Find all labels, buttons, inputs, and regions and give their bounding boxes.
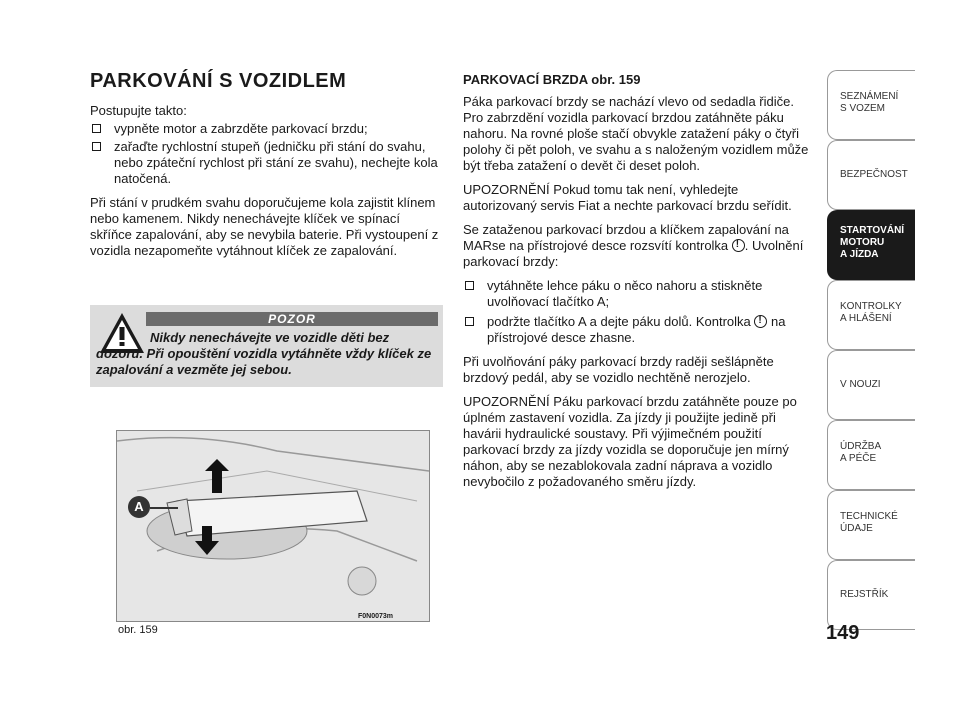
tab-udrzba[interactable]: [827, 420, 915, 490]
list-item: vypněte motor a zabrzděte parkovací brzdu;: [90, 121, 440, 137]
intro-text: Postupujte takto:: [90, 103, 187, 118]
left-column: [90, 103, 440, 267]
note-paragraph: UPOZORNĚNÍ Páku parkovací brzdu zatáhněte pouze po úplném zastavení vozidla. Za jízdy ji použijte jedině při havárii hydraulické soustavy. Při výjimečném použití parkovací brzdy za jízdy vozidla se doporučuje jen mírný náhon, aby se nezablokovala zadní náprava a vozidlo nevybočilo z požadovaného směru jízdy.: [463, 394, 797, 489]
tab-technicke-udaje[interactable]: [827, 490, 915, 560]
indicator-paragraph: [463, 222, 813, 270]
list-item-text-end: na přístrojové desce zhasne.: [487, 314, 786, 345]
handbrake-illustration: [117, 431, 429, 621]
tab-label: KONTROLKY A HLÁŠENÍ: [840, 301, 902, 324]
tab-label: ÚDRŽBA A PÉČE: [840, 441, 882, 464]
release-paragraph: Při uvolňování páky parkovací brzdy raději sešlápněte brzdový pedál, aby se vozidlo nechtěně nerozjelo.: [463, 354, 774, 385]
section-title: PARKOVÁNÍ S VOZIDLEM: [90, 70, 347, 92]
tab-kontrolky[interactable]: [827, 280, 915, 350]
tab-seznameni[interactable]: [827, 70, 915, 140]
figure-code: F0N0073m: [358, 613, 394, 620]
tab-startovani[interactable]: [827, 210, 915, 280]
list-item: vytáhněte lehce páku o něco nahoru a stiskněte uvolňovací tlačítko A;: [463, 278, 813, 310]
brake-warning-icon: [754, 315, 767, 328]
figure-caption: obr. 159: [118, 624, 158, 636]
note-paragraph: UPOZORNĚNÍ Pokud tomu tak není, vyhledejte autorizovaný servis Fiat a nechte parkovací brzdu seřídit.: [463, 182, 792, 213]
tab-rejstrik[interactable]: [827, 560, 915, 630]
tab-bezpecnost[interactable]: [827, 140, 915, 210]
tab-label: STARTOVÁNÍ MOTORU A JÍZDA: [840, 225, 905, 260]
list-item: [463, 314, 813, 346]
marker-leader-line: [150, 507, 178, 509]
tab-label: SEZNÁMENÍ S VOZEM: [840, 91, 899, 114]
right-column: [463, 72, 813, 498]
tab-label: TECHNICKÉ ÚDAJE: [840, 511, 898, 534]
tab-label: BEZPEČNOST: [840, 169, 908, 180]
tab-v-nouzi[interactable]: [827, 350, 915, 420]
indicator-text: Se zataženou parkovací brzdou a klíčkem zapalování na MARse na přístrojové desce rozsvítí kontrolka: [463, 222, 789, 253]
handbrake-figure: [116, 430, 430, 622]
button-a-marker: A: [128, 496, 150, 518]
tab-label: REJSTŘÍK: [840, 589, 889, 600]
tab-label: V NOUZI: [840, 379, 881, 390]
page-number: 149: [826, 622, 860, 644]
list-item: zařaďte rychlostní stupeň (jedničku při stání do svahu, nebo zpáteční rychlost při stání ze svahu), nechejte kola natočená.: [90, 139, 440, 187]
warning-text: Nikdy nenechávejte ve vozidle děti bez dozoru. Při opouštění vozidla vytáhněte vždy klíček ze zapalování a vezměte jej sebou.: [96, 330, 432, 377]
brake-warning-icon: [732, 239, 745, 252]
warning-label: POZOR: [146, 312, 438, 326]
handbrake-paragraph: Páka parkovací brzdy se nachází vlevo od sedadla řidiče. Pro zabrzdění vozidla parkovací brzdou zatáhněte páku nahoru. Na rovné ploše stačí obvykle zatažení páky o čtyři polohy či pět poloh, ve svahu a s naloženým vozidlem může být třeba zatažení o devět či deset poloh.: [463, 94, 809, 173]
parking-paragraph: Při stání v prudkém svahu doporučujeme kola zajistit klínem nebo kamenem. Nikdy nenechávejte klíček ve spínací skříňce zapalování, aby se nevybila baterie. Při vystoupení z vozidla nezapomeňte vytáhnout klíček ze zapalování.: [90, 195, 439, 258]
handbrake-heading: PARKOVACÍ BRZDA obr. 159: [463, 72, 641, 87]
indicator-text-end: . Uvolnění parkovací brzdy:: [463, 238, 804, 269]
list-item-text: podržte tlačítko A a dejte páku dolů. Kontrolka: [487, 314, 751, 329]
